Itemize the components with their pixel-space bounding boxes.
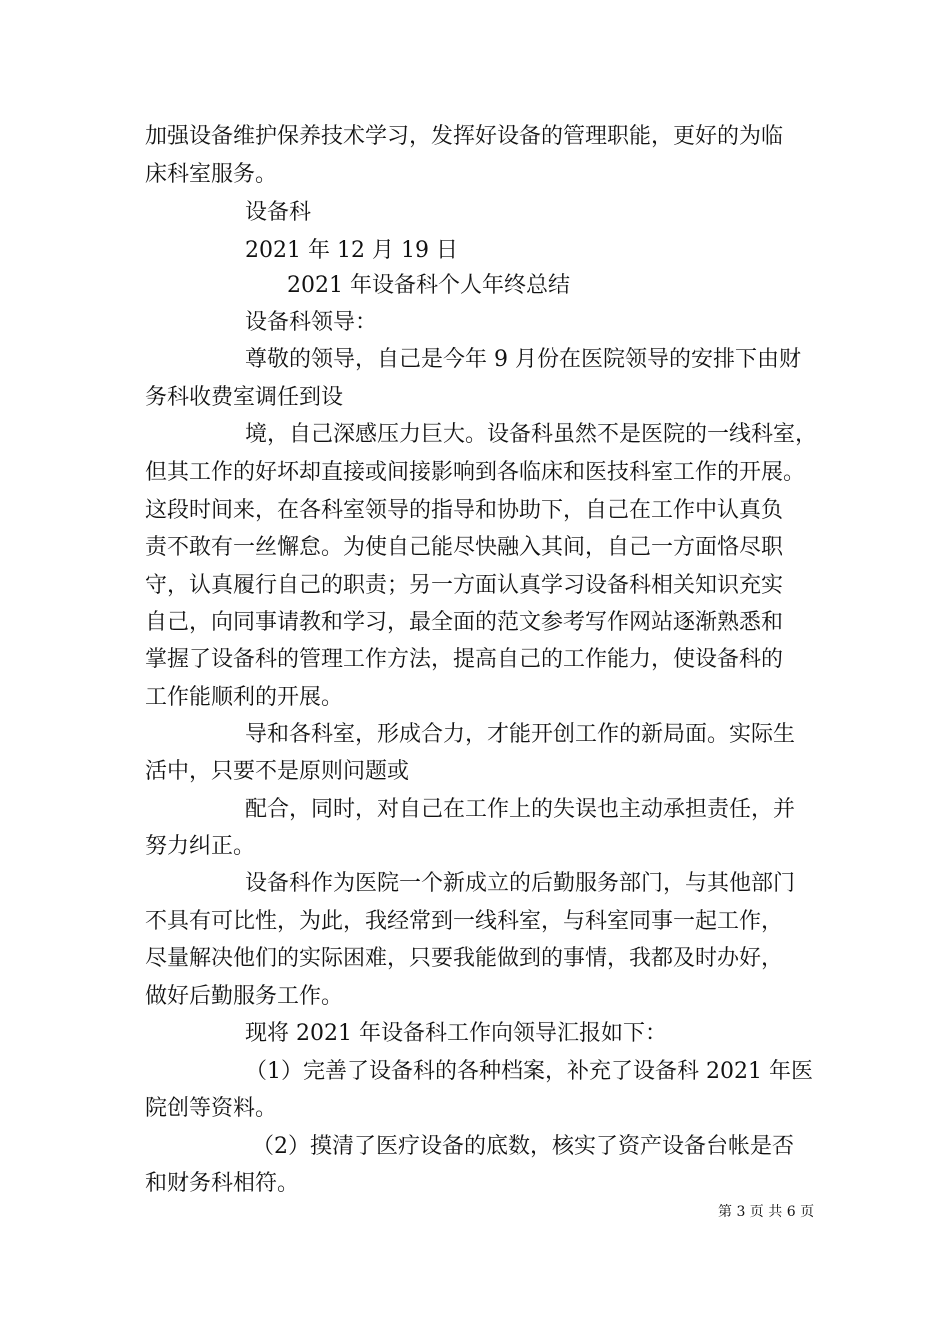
list-item: （2）摸清了医疗设备的底数，核实了资产设备台帐是否	[252, 1134, 794, 1159]
text-line: 床科室服务。	[145, 162, 278, 187]
text-line: 活中，只要不是原则问题或	[145, 759, 410, 784]
list-item: （1）完善了设备科的各种档案，补充了设备科 2021 年医	[245, 1059, 813, 1084]
text-line: 设备科作为医院一个新成立的后勤服务部门，与其他部门	[245, 871, 796, 896]
text-line: 尊敬的领导，自己是今年 9 月份在医院领导的安排下由财	[245, 347, 801, 372]
text-line: 努力纠正。	[145, 834, 256, 859]
text-line: 做好后勤服务工作。	[145, 984, 344, 1009]
text-line: 导和各科室，形成合力，才能开创工作的新局面。实际生	[245, 722, 796, 747]
text-line: 尽量解决他们的实际困难，只要我能做到的事情，我都及时办好，	[145, 946, 784, 971]
text-line: 境，自己深感压力巨大。设备科虽然不是医院的一线科室，	[245, 422, 818, 447]
list-item-continuation: 和财务科相符。	[145, 1171, 300, 1196]
salutation: 设备科领导：	[245, 310, 378, 335]
page-number: 第 3 页 共 6 页	[718, 1204, 815, 1220]
text-line: 责不敢有一丝懈怠。为使自己能尽快融入其间，自己一方面恪尽职	[145, 535, 784, 560]
text-line: 这段时间来，在各科室领导的指导和协助下，自己在工作中认真负	[145, 498, 784, 523]
list-item-continuation: 院创等资料。	[145, 1096, 278, 1121]
text-line: 配合，同时，对自己在工作上的失误也主动承担责任，并	[245, 797, 796, 822]
text-line: 自己，向同事请教和学习，最全面的范文参考写作网站逐渐熟悉和	[145, 610, 784, 635]
text-line: 工作能顺利的开展。	[145, 685, 344, 710]
signature-date: 2021 年 12 月 19 日	[245, 238, 458, 263]
section-title: 2021 年设备科个人年终总结	[287, 273, 570, 298]
text-line: 但其工作的好坏却直接或间接影响到各临床和医技科室工作的开展。	[145, 460, 806, 485]
text-line: 不具有可比性，为此，我经常到一线科室，与科室同事一起工作，	[145, 909, 784, 934]
text-line: 加强设备维护保养技术学习，发挥好设备的管理职能，更好的为临	[145, 124, 784, 149]
text-line: 现将 2021 年设备科工作向领导汇报如下：	[245, 1021, 667, 1046]
text-line: 务科收费室调任到设	[145, 385, 344, 410]
signature-department: 设备科	[245, 200, 312, 225]
text-line: 守，认真履行自己的职责；另一方面认真学习设备科相关知识充实	[145, 573, 784, 598]
text-line: 掌握了设备科的管理工作方法，提高自己的工作能力，使设备科的	[145, 647, 784, 672]
